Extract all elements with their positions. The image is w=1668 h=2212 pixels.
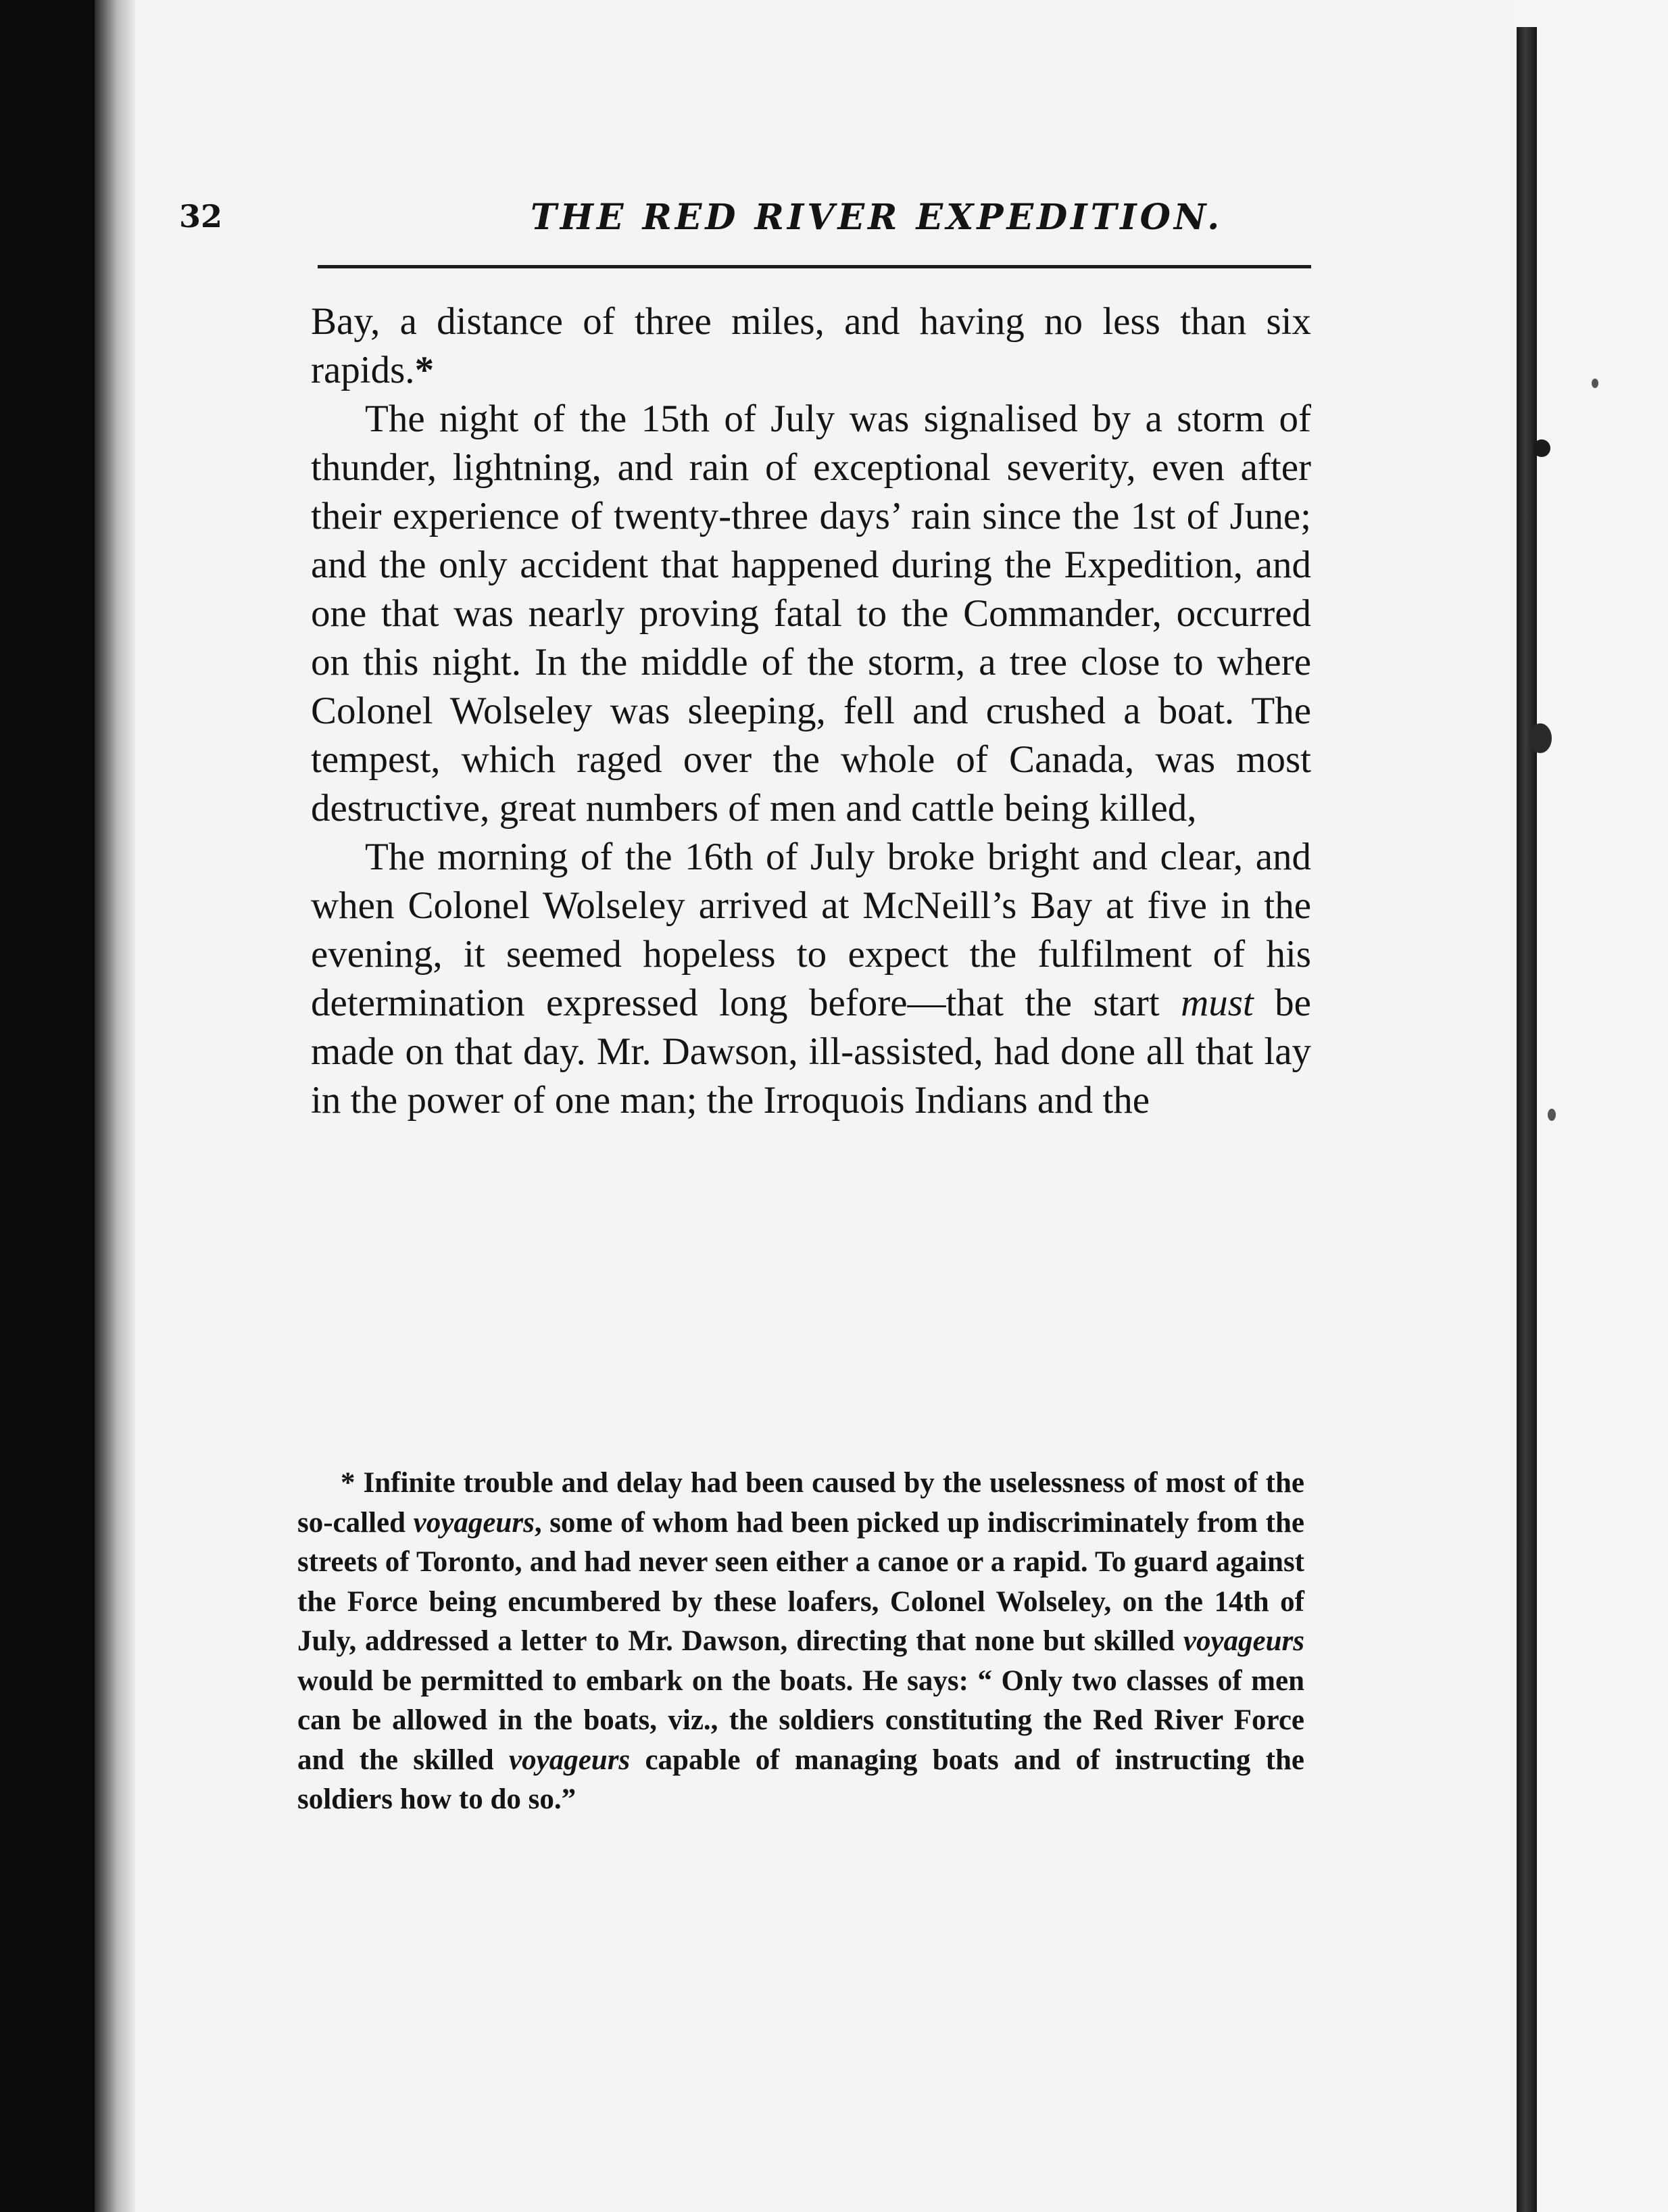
running-title: THE RED RIVER EXPEDITION. [531, 197, 1223, 238]
paragraph-1: Bay, a distance of three miles, and having no less than six rapids.* [311, 300, 1311, 391]
body-text [311, 297, 1311, 1125]
scan-left-edge-shadow [95, 0, 135, 2212]
paragraph-2: The night of the 15th of July was signalised by a storm of thunder, lightning, and rain of exceptional severity, even after their experience of twenty-three days’ rain since the 1st of June; and the only accident that happened during the Expedition, and one that was nearly proving fatal to the Commander, occurred on this night. In the middle of the storm, a tree close to where Colonel Wolseley was sleeping, fell and crushed a boat. The tempest, which raged over the whole of Canada, was most destructive, great numbers of men and cattle being killed, [311, 398, 1311, 830]
scan-speck [1533, 439, 1550, 457]
page-number: 32 [179, 198, 223, 235]
emphasis-word: must [1181, 982, 1254, 1024]
binding-edge [1517, 27, 1537, 2212]
scan-speck [1529, 723, 1552, 753]
scan-right-margin [1517, 0, 1668, 2212]
scan-left-edge [0, 0, 107, 2212]
scan-speck [1592, 379, 1598, 388]
running-head [179, 186, 1315, 260]
paragraph-3: The morning of the 16th of July broke bright and clear, and when Colonel Wolseley arrived at McNeill’s Bay at five in the evening, it seemed hopeless to expect the fulfilment of his determination expressed long before—that the start must be made on that day. Mr. Dawson, ill-assisted, had done all that lay in the power of one man; the Irroquois Indians and the [311, 836, 1311, 1122]
header-rule [318, 265, 1311, 268]
footnote-mark: * [414, 349, 435, 391]
scan-speck [1548, 1109, 1556, 1121]
footnote: * Infinite trouble and delay had been caused by the uselessness of most of the so-called voyageurs, some of whom had been picked up indiscriminately from the streets of Toronto, and had never seen either a canoe or a rapid. To guard against the Force being encumbered by these loafers, Colonel Wolseley, on the 14th of July, addressed a letter to Mr. Dawson, directing that none but skilled voyageurs would be permitted to embark on the boats. He says: “ Only two classes of men can be allowed in the boats, viz., the soldiers constituting the Red River Force and the skilled voyageurs capable of managing boats and of instructing the soldiers how to do so.” [297, 1467, 1305, 1815]
